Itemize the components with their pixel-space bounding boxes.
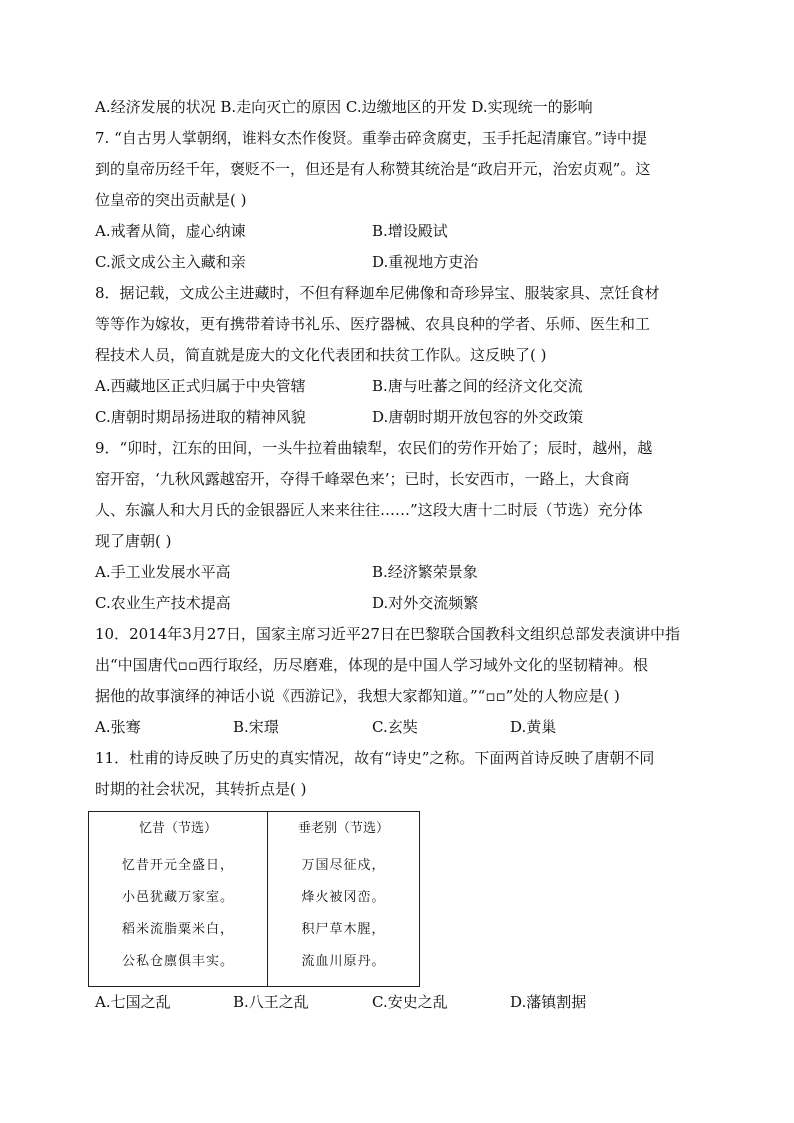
- poem-line: 积尸草木腥，: [301, 922, 386, 937]
- q9-stem-line: 9．“卯时，江东的田间，一头牛拉着曲辕犁，农民们的劳作开始了；辰时，越州，越: [95, 439, 653, 457]
- poem-chuilaobie: [267, 812, 419, 986]
- q10-option-d: D.黄巢: [510, 718, 557, 736]
- question-10: [95, 619, 710, 743]
- question-9: [95, 433, 710, 619]
- q7-stem-line: 7. “自古男人掌朝纲，谁料女杰作俊贤。重拳击碎贪腐吏，玉手托起清廉官。”诗中提: [95, 129, 647, 147]
- q9-option-b: B.经济繁荣景象: [372, 563, 478, 581]
- q11-option-c: C.安史之乱: [372, 993, 448, 1011]
- q7-option-a: A.戒奢从简，虚心纳谏: [95, 222, 246, 240]
- q8-option-b: B.唐与吐蕃之间的经济文化交流: [372, 377, 583, 395]
- poem-title: 忆昔（节选）: [138, 821, 217, 836]
- q10-stem-line: 10．2014年3月27日，国家主席习近平27日在巴黎联合国教科文组织总部发表演讲中指: [95, 625, 680, 643]
- poem-line: 稻米流脂粟米白，: [121, 922, 234, 937]
- q10-option-b: B.宋璟: [233, 718, 279, 736]
- q9-option-d: D.对外交流频繁: [372, 594, 479, 612]
- q8-options: [95, 371, 710, 433]
- q11-stem-line: 11．杜甫的诗反映了历史的真实情况，故有“诗史”之称。下面两首诗反映了唐朝不同: [95, 749, 655, 767]
- q6-options: A.经济发展的状况 B.走向灭亡的原因 C.边缴地区的开发 D.实现统一的影响: [95, 98, 593, 116]
- exam-page: [95, 92, 710, 1018]
- poem-line: 万国尽征戍，: [301, 858, 386, 873]
- q9-stem-line: 人、东瀛人和大月氏的金银器匠人来来往往……”这段大唐十二时辰（节选）充分体: [95, 501, 643, 519]
- poem-title: 垂老别（节选）: [297, 821, 389, 836]
- q7-option-d: D.重视地方吏治: [372, 253, 479, 271]
- poem-line: 忆昔开元全盛日，: [121, 858, 234, 873]
- poem-yixi: [89, 812, 267, 986]
- q10-option-c: C.玄奘: [372, 718, 418, 736]
- q7-option-b: B.增设殿试: [372, 222, 448, 240]
- q8-option-a: A.西藏地区正式归属于中央管辖: [95, 377, 306, 395]
- question-11: [95, 743, 710, 1018]
- q10-stem-line: 出“中国唐代▫▫西行取经，历尽磨难，体现的是中国人学习域外文化的坚韧精神。根: [95, 656, 649, 674]
- q8-option-c: C.唐朝时期昂扬进取的精神风貌: [95, 408, 306, 426]
- q9-option-c: C.农业生产技术提高: [95, 594, 231, 612]
- q9-options: [95, 557, 710, 619]
- q11-option-a: A.七国之乱: [95, 993, 171, 1011]
- q7-stem-line: 到的皇帝历经千年，褒贬不一，但还是有人称赞其统治是“政启开元，治宏贞观”。这: [95, 160, 651, 178]
- q11-options: [95, 987, 710, 1018]
- q10-option-a: A.张骞: [95, 718, 141, 736]
- q7-options: [95, 216, 710, 278]
- q9-option-a: A.手工业发展水平高: [95, 563, 231, 581]
- q8-stem-line: 8．据记载，文成公主进藏时，不但有释迦牟尼佛像和奇珍异宝、服装家具、烹饪食材: [95, 284, 660, 302]
- q11-option-b: B.八王之乱: [233, 993, 309, 1011]
- question-7: [95, 123, 710, 278]
- question-8: [95, 278, 710, 433]
- q8-stem-line: 等等作为嫁妆，更有携带着诗书礼乐、医疗器械、农具良种的学者、乐师、医生和工: [95, 315, 651, 333]
- q11-stem-line: 时期的社会状况，其转折点是( ): [95, 780, 307, 798]
- q10-options: [95, 712, 710, 743]
- q11-option-d: D.藩镇割据: [510, 993, 587, 1011]
- q7-stem-line: 位皇帝的突出贡献是( ): [95, 191, 247, 209]
- q7-option-c: C.派文成公主入藏和亲: [95, 253, 246, 271]
- poem-line: 公私仓廪俱丰实。: [121, 954, 234, 969]
- q9-stem-line: 现了唐朝( ): [95, 532, 172, 550]
- poem-line: 烽火被冈峦。: [301, 890, 386, 905]
- q8-option-d: D.唐朝时期开放包容的外交政策: [372, 408, 584, 426]
- q10-stem-line: 据他的故事演绎的神话小说《西游记》，我想大家都知道。”“▫▫”处的人物应是( ): [95, 687, 620, 705]
- poem-table: [88, 811, 420, 987]
- poem-line: 小邑犹藏万家室。: [121, 890, 234, 905]
- q9-stem-line: 窑开窑，‘九秋风露越窑开，夺得千峰翠色来’；已时，长安西市，一路上，大食商: [95, 470, 630, 488]
- q8-stem-line: 程技术人员，简直就是庞大的文化代表团和扶贫工作队。这反映了( ): [95, 346, 547, 364]
- poem-line: 流血川原丹。: [301, 954, 386, 969]
